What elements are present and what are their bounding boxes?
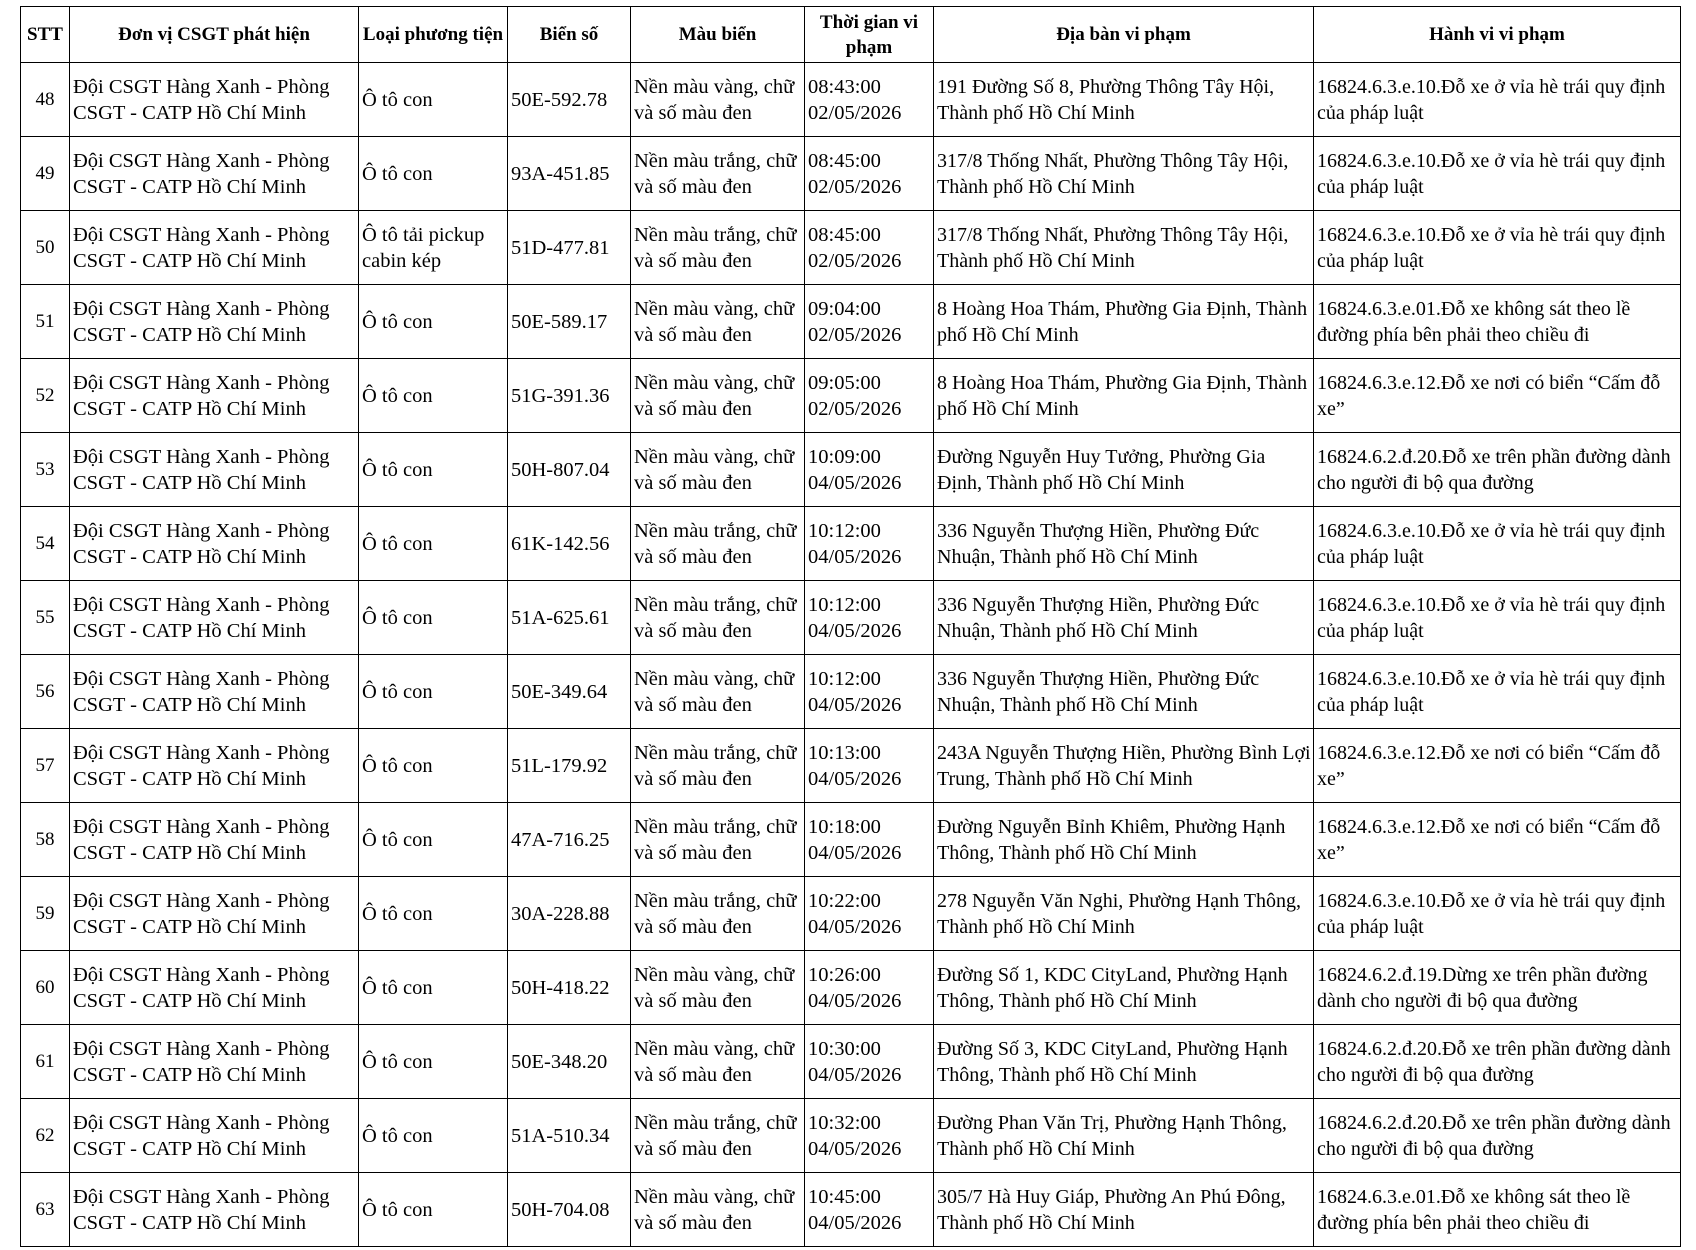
cell-violation-behavior: 16824.6.3.e.12.Đỗ xe nơi có biển “Cấm đỗ xe” bbox=[1314, 359, 1681, 433]
cell-violation-time: 10:22:00 04/05/2026 bbox=[805, 877, 934, 951]
cell-violation-address: 8 Hoàng Hoa Thám, Phường Gia Định, Thành phố Hồ Chí Minh bbox=[934, 359, 1314, 433]
cell-violation-behavior: 16824.6.3.e.10.Đỗ xe ở vỉa hè trái quy định của pháp luật bbox=[1314, 507, 1681, 581]
cell-stt: 51 bbox=[21, 285, 70, 359]
cell-plate-color: Nền màu vàng, chữ và số màu đen bbox=[631, 359, 805, 433]
cell-plate-number: 51A-510.34 bbox=[508, 1099, 631, 1173]
cell-unit: Đội CSGT Hàng Xanh - Phòng CSGT - CATP Hồ Chí Minh bbox=[70, 137, 359, 211]
cell-vehicle-type: Ô tô con bbox=[359, 359, 508, 433]
header-plate-color: Màu biển bbox=[631, 7, 805, 63]
cell-unit: Đội CSGT Hàng Xanh - Phòng CSGT - CATP Hồ Chí Minh bbox=[70, 63, 359, 137]
cell-plate-number: 50H-807.04 bbox=[508, 433, 631, 507]
table-body bbox=[21, 63, 1681, 1247]
cell-vehicle-type: Ô tô con bbox=[359, 137, 508, 211]
cell-unit: Đội CSGT Hàng Xanh - Phòng CSGT - CATP Hồ Chí Minh bbox=[70, 729, 359, 803]
cell-violation-time: 10:13:00 04/05/2026 bbox=[805, 729, 934, 803]
cell-vehicle-type: Ô tô con bbox=[359, 507, 508, 581]
cell-violation-time: 08:45:00 02/05/2026 bbox=[805, 137, 934, 211]
header-unit: Đơn vị CSGT phát hiện bbox=[70, 7, 359, 63]
cell-stt: 53 bbox=[21, 433, 70, 507]
cell-plate-color: Nền màu trắng, chữ và số màu đen bbox=[631, 877, 805, 951]
header-plate-number: Biển số bbox=[508, 7, 631, 63]
table-row bbox=[21, 1025, 1681, 1099]
cell-unit: Đội CSGT Hàng Xanh - Phòng CSGT - CATP Hồ Chí Minh bbox=[70, 211, 359, 285]
header-vehicle-type: Loại phương tiện bbox=[359, 7, 508, 63]
cell-unit: Đội CSGT Hàng Xanh - Phòng CSGT - CATP Hồ Chí Minh bbox=[70, 433, 359, 507]
cell-unit: Đội CSGT Hàng Xanh - Phòng CSGT - CATP Hồ Chí Minh bbox=[70, 1173, 359, 1247]
cell-stt: 63 bbox=[21, 1173, 70, 1247]
cell-vehicle-type: Ô tô con bbox=[359, 877, 508, 951]
cell-plate-color: Nền màu vàng, chữ và số màu đen bbox=[631, 1173, 805, 1247]
cell-plate-number: 30A-228.88 bbox=[508, 877, 631, 951]
cell-violation-behavior: 16824.6.3.e.10.Đỗ xe ở vỉa hè trái quy định của pháp luật bbox=[1314, 211, 1681, 285]
cell-violation-address: 278 Nguyễn Văn Nghi, Phường Hạnh Thông, Thành phố Hồ Chí Minh bbox=[934, 877, 1314, 951]
cell-vehicle-type: Ô tô con bbox=[359, 285, 508, 359]
cell-plate-color: Nền màu vàng, chữ và số màu đen bbox=[631, 951, 805, 1025]
cell-plate-number: 61K-142.56 bbox=[508, 507, 631, 581]
cell-stt: 57 bbox=[21, 729, 70, 803]
cell-stt: 48 bbox=[21, 63, 70, 137]
cell-vehicle-type: Ô tô con bbox=[359, 1173, 508, 1247]
cell-stt: 56 bbox=[21, 655, 70, 729]
cell-plate-number: 47A-716.25 bbox=[508, 803, 631, 877]
cell-vehicle-type: Ô tô tải pickup cabin kép bbox=[359, 211, 508, 285]
header-violation-behavior: Hành vi vi phạm bbox=[1314, 7, 1681, 63]
cell-violation-time: 10:30:00 04/05/2026 bbox=[805, 1025, 934, 1099]
table-row bbox=[21, 507, 1681, 581]
table-row bbox=[21, 433, 1681, 507]
cell-stt: 50 bbox=[21, 211, 70, 285]
cell-violation-time: 10:12:00 04/05/2026 bbox=[805, 655, 934, 729]
cell-vehicle-type: Ô tô con bbox=[359, 1099, 508, 1173]
cell-violation-address: 191 Đường Số 8, Phường Thông Tây Hội, Thành phố Hồ Chí Minh bbox=[934, 63, 1314, 137]
cell-vehicle-type: Ô tô con bbox=[359, 729, 508, 803]
cell-violation-behavior: 16824.6.3.e.12.Đỗ xe nơi có biển “Cấm đỗ xe” bbox=[1314, 729, 1681, 803]
table-row bbox=[21, 1173, 1681, 1247]
cell-vehicle-type: Ô tô con bbox=[359, 433, 508, 507]
cell-plate-color: Nền màu trắng, chữ và số màu đen bbox=[631, 803, 805, 877]
cell-vehicle-type: Ô tô con bbox=[359, 1025, 508, 1099]
header-violation-address: Địa bàn vi phạm bbox=[934, 7, 1314, 63]
cell-vehicle-type: Ô tô con bbox=[359, 581, 508, 655]
table-row bbox=[21, 803, 1681, 877]
cell-plate-color: Nền màu trắng, chữ và số màu đen bbox=[631, 581, 805, 655]
cell-unit: Đội CSGT Hàng Xanh - Phòng CSGT - CATP Hồ Chí Minh bbox=[70, 951, 359, 1025]
cell-violation-address: Đường Nguyễn Huy Tưởng, Phường Gia Định, Thành phố Hồ Chí Minh bbox=[934, 433, 1314, 507]
cell-unit: Đội CSGT Hàng Xanh - Phòng CSGT - CATP Hồ Chí Minh bbox=[70, 359, 359, 433]
cell-plate-number: 50E-589.17 bbox=[508, 285, 631, 359]
cell-unit: Đội CSGT Hàng Xanh - Phòng CSGT - CATP Hồ Chí Minh bbox=[70, 655, 359, 729]
cell-plate-color: Nền màu trắng, chữ và số màu đen bbox=[631, 729, 805, 803]
header-violation-time: Thời gian vi phạm bbox=[805, 7, 934, 63]
header-stt: STT bbox=[21, 7, 70, 63]
cell-violation-behavior: 16824.6.3.e.10.Đỗ xe ở vỉa hè trái quy định của pháp luật bbox=[1314, 581, 1681, 655]
cell-violation-time: 10:32:00 04/05/2026 bbox=[805, 1099, 934, 1173]
cell-violation-behavior: 16824.6.3.e.10.Đỗ xe ở vỉa hè trái quy định của pháp luật bbox=[1314, 655, 1681, 729]
cell-violation-address: 336 Nguyễn Thượng Hiền, Phường Đức Nhuận, Thành phố Hồ Chí Minh bbox=[934, 581, 1314, 655]
cell-plate-color: Nền màu trắng, chữ và số màu đen bbox=[631, 1099, 805, 1173]
cell-violation-time: 10:45:00 04/05/2026 bbox=[805, 1173, 934, 1247]
cell-violation-address: Đường Phan Văn Trị, Phường Hạnh Thông, Thành phố Hồ Chí Minh bbox=[934, 1099, 1314, 1173]
header-row bbox=[21, 7, 1681, 63]
cell-violation-behavior: 16824.6.3.e.10.Đỗ xe ở vỉa hè trái quy định của pháp luật bbox=[1314, 63, 1681, 137]
cell-violation-address: 317/8 Thống Nhất, Phường Thông Tây Hội, Thành phố Hồ Chí Minh bbox=[934, 137, 1314, 211]
cell-violation-time: 10:18:00 04/05/2026 bbox=[805, 803, 934, 877]
table-row bbox=[21, 951, 1681, 1025]
cell-plate-number: 51A-625.61 bbox=[508, 581, 631, 655]
cell-violation-time: 10:09:00 04/05/2026 bbox=[805, 433, 934, 507]
table-row bbox=[21, 1099, 1681, 1173]
cell-plate-number: 50E-348.20 bbox=[508, 1025, 631, 1099]
cell-violation-address: 243A Nguyễn Thượng Hiền, Phường Bình Lợi Trung, Thành phố Hồ Chí Minh bbox=[934, 729, 1314, 803]
cell-violation-time: 10:12:00 04/05/2026 bbox=[805, 507, 934, 581]
cell-plate-number: 50E-592.78 bbox=[508, 63, 631, 137]
cell-unit: Đội CSGT Hàng Xanh - Phòng CSGT - CATP Hồ Chí Minh bbox=[70, 1025, 359, 1099]
cell-violation-time: 08:43:00 02/05/2026 bbox=[805, 63, 934, 137]
cell-stt: 59 bbox=[21, 877, 70, 951]
table-row bbox=[21, 581, 1681, 655]
cell-plate-color: Nền màu trắng, chữ và số màu đen bbox=[631, 137, 805, 211]
cell-violation-time: 08:45:00 02/05/2026 bbox=[805, 211, 934, 285]
cell-plate-number: 51L-179.92 bbox=[508, 729, 631, 803]
cell-violation-behavior: 16824.6.2.đ.19.Dừng xe trên phần đường dành cho người đi bộ qua đường bbox=[1314, 951, 1681, 1025]
cell-plate-color: Nền màu vàng, chữ và số màu đen bbox=[631, 63, 805, 137]
cell-violation-behavior: 16824.6.2.đ.20.Đỗ xe trên phần đường dành cho người đi bộ qua đường bbox=[1314, 433, 1681, 507]
cell-violation-address: Đường Số 3, KDC CityLand, Phường Hạnh Thông, Thành phố Hồ Chí Minh bbox=[934, 1025, 1314, 1099]
cell-violation-behavior: 16824.6.3.e.01.Đỗ xe không sát theo lề đường phía bên phải theo chiều đi bbox=[1314, 285, 1681, 359]
cell-violation-address: 336 Nguyễn Thượng Hiền, Phường Đức Nhuận, Thành phố Hồ Chí Minh bbox=[934, 655, 1314, 729]
cell-violation-address: 8 Hoàng Hoa Thám, Phường Gia Định, Thành phố Hồ Chí Minh bbox=[934, 285, 1314, 359]
table-row bbox=[21, 655, 1681, 729]
cell-plate-number: 50H-418.22 bbox=[508, 951, 631, 1025]
cell-stt: 54 bbox=[21, 507, 70, 581]
cell-plate-number: 51G-391.36 bbox=[508, 359, 631, 433]
cell-violation-address: 305/7 Hà Huy Giáp, Phường An Phú Đông, Thành phố Hồ Chí Minh bbox=[934, 1173, 1314, 1247]
cell-unit: Đội CSGT Hàng Xanh - Phòng CSGT - CATP Hồ Chí Minh bbox=[70, 1099, 359, 1173]
cell-stt: 49 bbox=[21, 137, 70, 211]
cell-plate-number: 93A-451.85 bbox=[508, 137, 631, 211]
cell-stt: 52 bbox=[21, 359, 70, 433]
cell-violation-address: 336 Nguyễn Thượng Hiền, Phường Đức Nhuận, Thành phố Hồ Chí Minh bbox=[934, 507, 1314, 581]
table-row bbox=[21, 359, 1681, 433]
violations-table bbox=[20, 6, 1681, 1247]
cell-unit: Đội CSGT Hàng Xanh - Phòng CSGT - CATP Hồ Chí Minh bbox=[70, 581, 359, 655]
table-row bbox=[21, 63, 1681, 137]
cell-unit: Đội CSGT Hàng Xanh - Phòng CSGT - CATP Hồ Chí Minh bbox=[70, 877, 359, 951]
cell-violation-time: 09:04:00 02/05/2026 bbox=[805, 285, 934, 359]
cell-stt: 58 bbox=[21, 803, 70, 877]
cell-plate-color: Nền màu trắng, chữ và số màu đen bbox=[631, 507, 805, 581]
table-row bbox=[21, 877, 1681, 951]
cell-violation-time: 10:12:00 04/05/2026 bbox=[805, 581, 934, 655]
cell-violation-behavior: 16824.6.3.e.12.Đỗ xe nơi có biển “Cấm đỗ xe” bbox=[1314, 803, 1681, 877]
cell-violation-address: Đường Số 1, KDC CityLand, Phường Hạnh Thông, Thành phố Hồ Chí Minh bbox=[934, 951, 1314, 1025]
cell-unit: Đội CSGT Hàng Xanh - Phòng CSGT - CATP Hồ Chí Minh bbox=[70, 803, 359, 877]
cell-plate-number: 50E-349.64 bbox=[508, 655, 631, 729]
cell-violation-behavior: 16824.6.3.e.10.Đỗ xe ở vỉa hè trái quy định của pháp luật bbox=[1314, 137, 1681, 211]
table-row bbox=[21, 729, 1681, 803]
cell-violation-time: 09:05:00 02/05/2026 bbox=[805, 359, 934, 433]
cell-plate-color: Nền màu vàng, chữ và số màu đen bbox=[631, 285, 805, 359]
cell-stt: 55 bbox=[21, 581, 70, 655]
cell-plate-color: Nền màu vàng, chữ và số màu đen bbox=[631, 433, 805, 507]
cell-violation-behavior: 16824.6.3.e.01.Đỗ xe không sát theo lề đường phía bên phải theo chiều đi bbox=[1314, 1173, 1681, 1247]
cell-vehicle-type: Ô tô con bbox=[359, 951, 508, 1025]
cell-plate-number: 50H-704.08 bbox=[508, 1173, 631, 1247]
cell-violation-behavior: 16824.6.2.đ.20.Đỗ xe trên phần đường dành cho người đi bộ qua đường bbox=[1314, 1099, 1681, 1173]
cell-plate-color: Nền màu trắng, chữ và số màu đen bbox=[631, 211, 805, 285]
cell-unit: Đội CSGT Hàng Xanh - Phòng CSGT - CATP Hồ Chí Minh bbox=[70, 285, 359, 359]
table-row bbox=[21, 211, 1681, 285]
cell-stt: 61 bbox=[21, 1025, 70, 1099]
table-row bbox=[21, 137, 1681, 211]
cell-stt: 62 bbox=[21, 1099, 70, 1173]
cell-vehicle-type: Ô tô con bbox=[359, 803, 508, 877]
cell-violation-time: 10:26:00 04/05/2026 bbox=[805, 951, 934, 1025]
cell-violation-address: 317/8 Thống Nhất, Phường Thông Tây Hội, Thành phố Hồ Chí Minh bbox=[934, 211, 1314, 285]
cell-plate-number: 51D-477.81 bbox=[508, 211, 631, 285]
cell-unit: Đội CSGT Hàng Xanh - Phòng CSGT - CATP Hồ Chí Minh bbox=[70, 507, 359, 581]
cell-plate-color: Nền màu vàng, chữ và số màu đen bbox=[631, 1025, 805, 1099]
cell-violation-address: Đường Nguyễn Bỉnh Khiêm, Phường Hạnh Thông, Thành phố Hồ Chí Minh bbox=[934, 803, 1314, 877]
cell-violation-behavior: 16824.6.3.e.10.Đỗ xe ở vỉa hè trái quy định của pháp luật bbox=[1314, 877, 1681, 951]
cell-stt: 60 bbox=[21, 951, 70, 1025]
cell-vehicle-type: Ô tô con bbox=[359, 63, 508, 137]
table-row bbox=[21, 285, 1681, 359]
cell-plate-color: Nền màu vàng, chữ và số màu đen bbox=[631, 655, 805, 729]
cell-vehicle-type: Ô tô con bbox=[359, 655, 508, 729]
cell-violation-behavior: 16824.6.2.đ.20.Đỗ xe trên phần đường dành cho người đi bộ qua đường bbox=[1314, 1025, 1681, 1099]
